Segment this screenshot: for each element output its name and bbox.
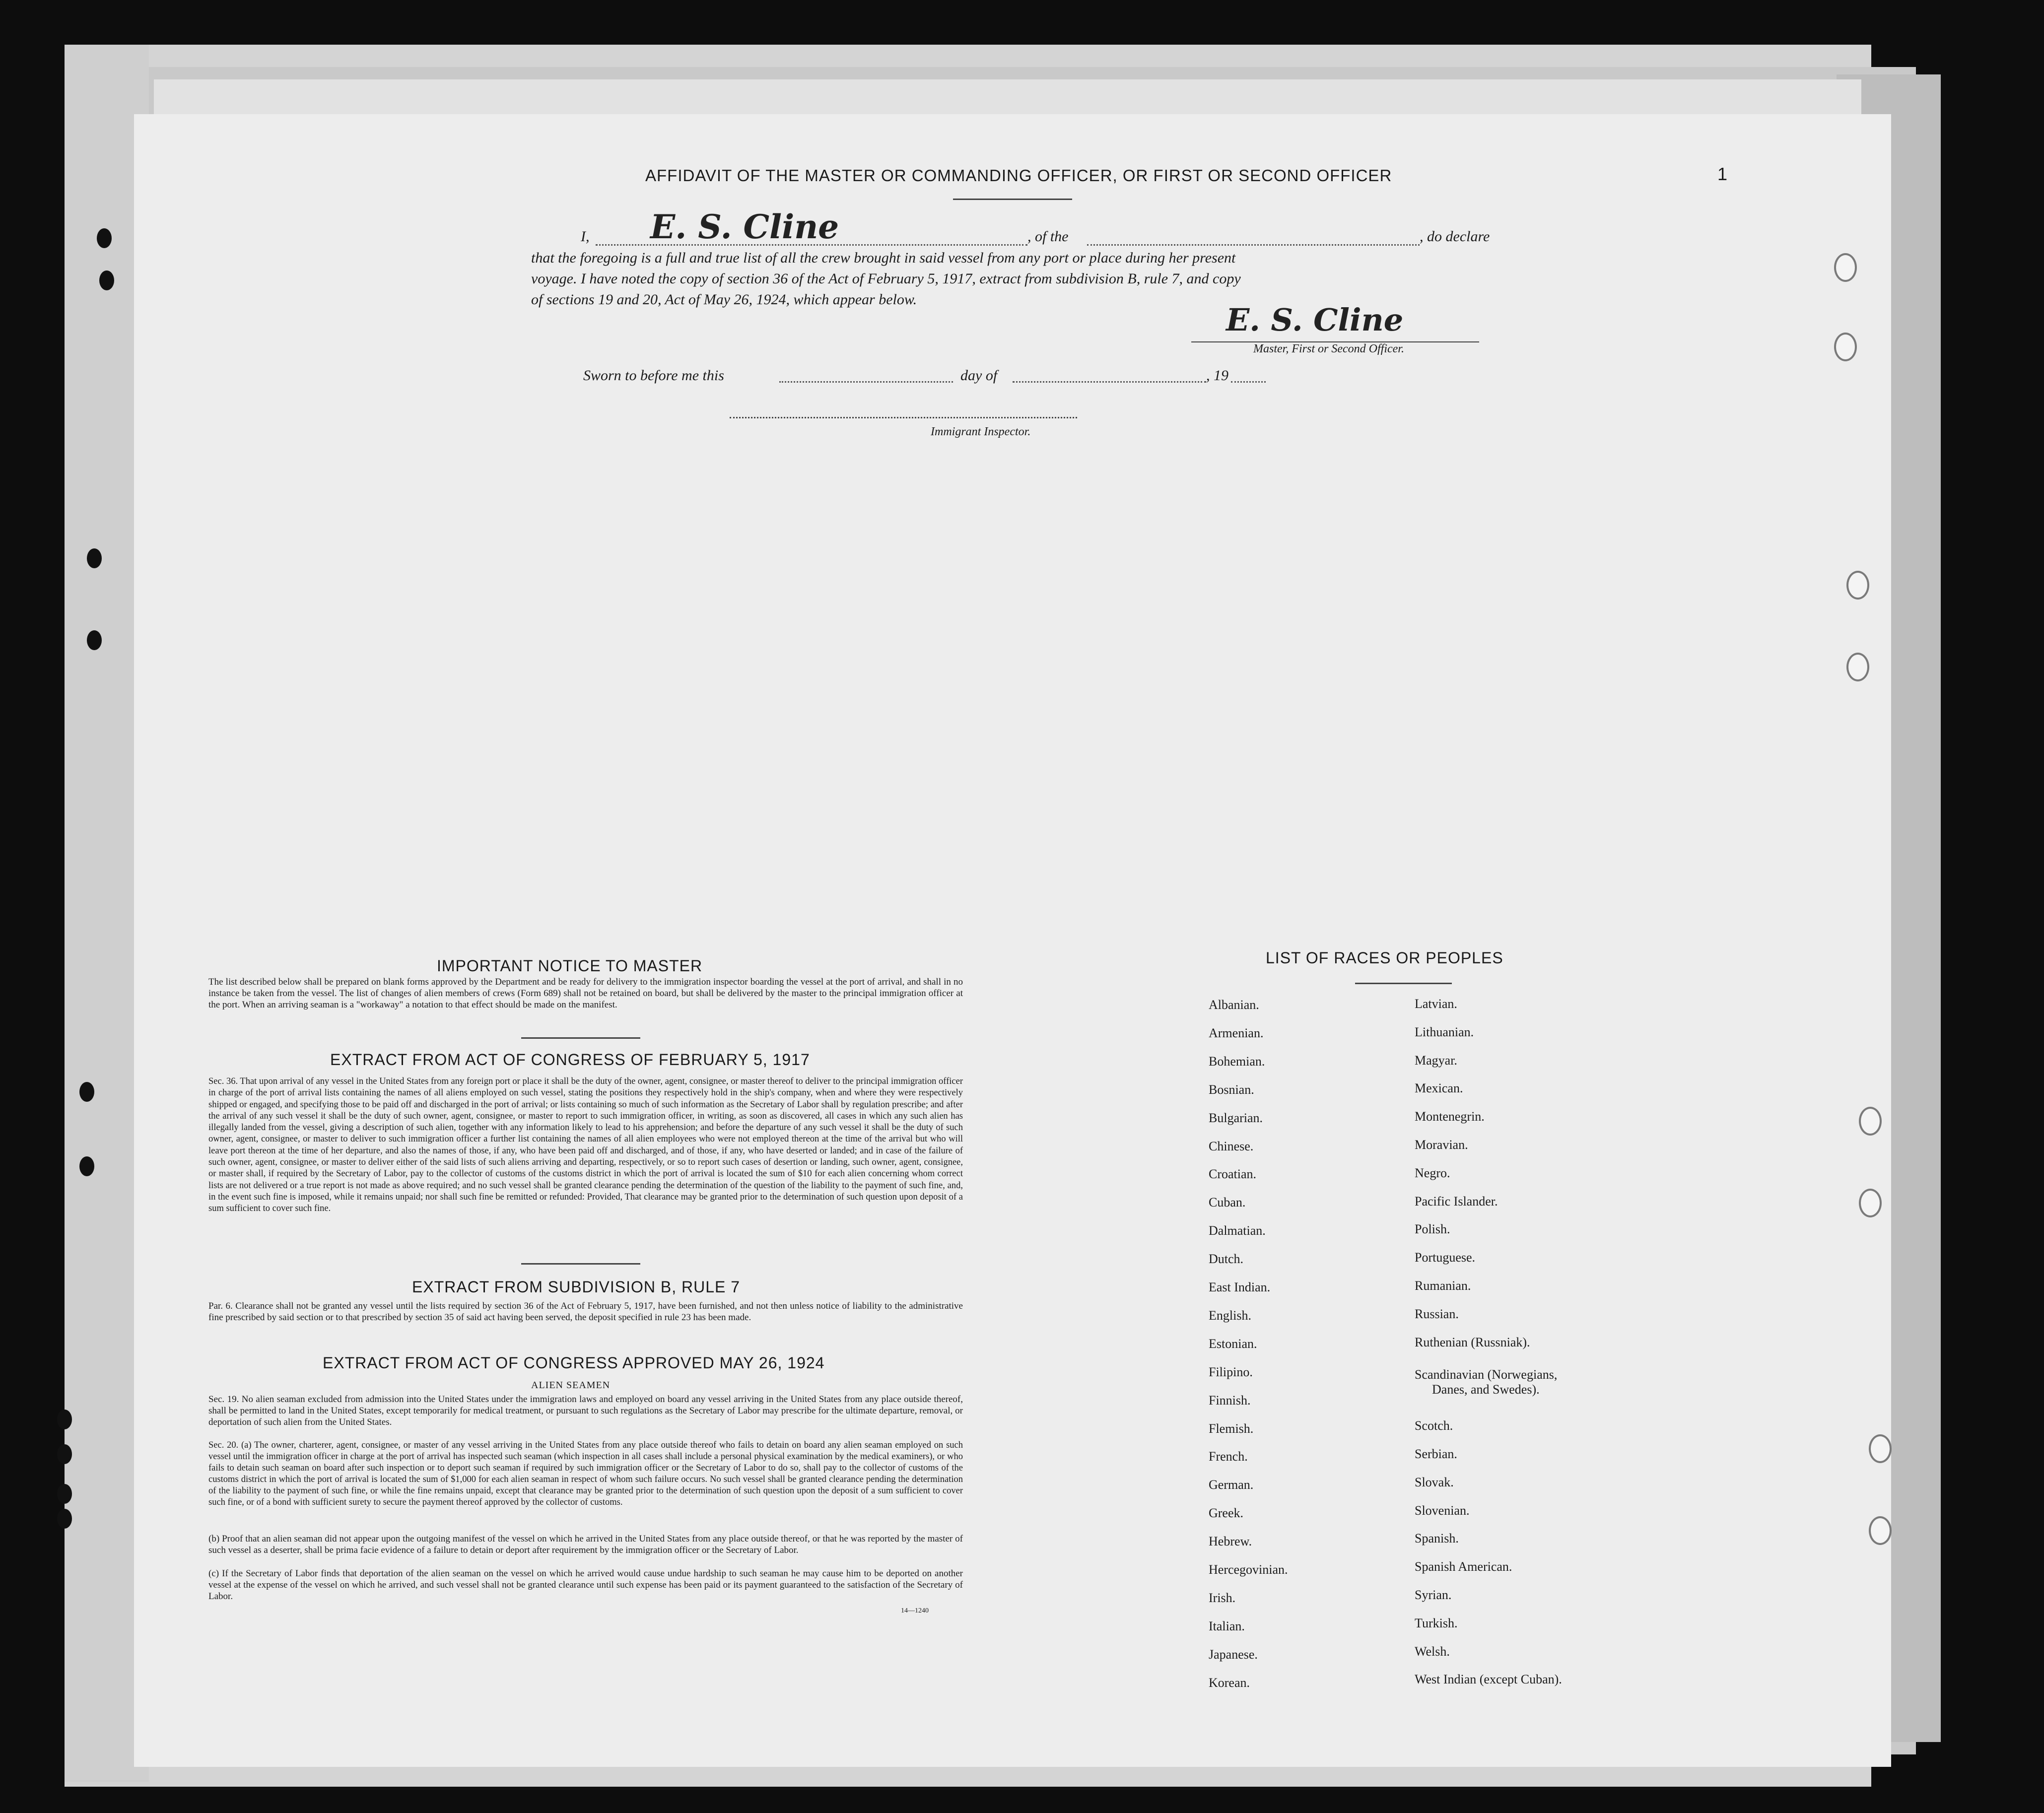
inspector-caption: Immigrant Inspector.	[931, 425, 1031, 438]
section-rule	[521, 1037, 640, 1039]
race-item: Scandinavian (Norwegians,	[1415, 1367, 1558, 1382]
page-mark: 1	[1717, 164, 1728, 184]
declare-label: , do declare	[1420, 228, 1490, 245]
race-item: Finnish.	[1209, 1393, 1251, 1408]
binder-hole	[1834, 253, 1857, 282]
sec20c-body: (c) If the Secretary of Labor finds that deportation of the alien seaman on the vessel on which he arrived would cause undue hardship to such seaman he may cause him to be deported on another vessel at the expense of the vessel on which he arrived, and such vessel shall not be granted clearance until such expense has been paid or its payment guaranteed to the satisfaction of the Secretary of Labor.	[208, 1568, 963, 1602]
race-item: Armenian.	[1209, 1025, 1264, 1040]
race-item: Slovenian.	[1415, 1503, 1470, 1518]
race-item: Italian.	[1209, 1618, 1245, 1633]
extract-1917-body: Sec. 36. That upon arrival of any vessel in the United States from any foreign port or place it shall be the duty of the owner, agent, consignee, or master thereof to deliver to the principal immigration officer in charge of the port of arrival lists containing the names of all aliens employed on such vessel, stating the positions they respectively hold in the ship's company, when and where they were respectively shipped or engaged, and specifying those to be paid off and discharged in the port of arrival; or lists containing so much of such information as the Secretary of Labor shall by regulation prescribe; and after the arrival of any such vessel it shall be the duty of such owner, agent, consignee, or master to report to such immigration officer, in writing, as soon as discovered, all cases in which any such alien has illegally landed from the vessel, giving a description of such alien, together with any information likely to lead to his apprehension; and before the departure of any such vessel it shall be the duty of such owner, agent, consignee, or master to deliver to such immigration officer a further list containing the names of all alien employees who were not employed thereon at the time of the arrival but who will leave port thereon at the time of her departure, and also the names of those, if any, who have been paid off and discharged, and of those, if any, who have deserted or landed; and in case of the failure of such owner, agent, consignee, or master to deliver either of the said lists of such aliens arriving and departing, respectively, or so to report such cases of desertion or landing, such owner, agent, consignee, or master shall, if required by the Secretary of Labor, pay to the collector of customs of the customs district in which the port of arrival is located the sum of $10 for each alien concerning whom correct lists are not delivered or a true report is not made as above required; and no such vessel shall be granted clearance pending the determination of the question of the liability to the payment of such fine, and, in the event such fine is imposed, while it remains unpaid; nor shall such fine be remitted or refunded: Provided, That clearance may be granted prior to the determination of such question upon deposit of a sum sufficient to cover such fine.	[208, 1076, 963, 1214]
binder-hole	[99, 270, 114, 290]
i-label: I,	[581, 228, 590, 245]
race-item: Greek.	[1209, 1506, 1244, 1521]
master-name-signature: E. S. Cline	[650, 207, 839, 246]
race-item: Hercegovinian.	[1209, 1562, 1288, 1577]
race-item: Serbian.	[1415, 1447, 1457, 1461]
race-item: Welsh.	[1415, 1644, 1450, 1659]
race-item: Cuban.	[1209, 1195, 1246, 1210]
binder-hole	[97, 228, 112, 248]
sec19-body: Sec. 19. No alien seaman excluded from admission into the United States under the immigration laws and employed on board any vessel arriving in the United States from any place outside thereof, shall be permitted to land in the United States, except temporarily for medical treatment, or pursuant to such regulations as the Secretary of Labor may prescribe for the ultimate departure, removal, or deportation of such alien from the United States.	[208, 1394, 963, 1427]
race-item: Croatian.	[1209, 1167, 1257, 1182]
race-item: Spanish.	[1415, 1531, 1459, 1545]
notice-body: The list described below shall be prepared on blank forms approved by the Department and be ready for delivery to the immigration inspector boarding the vessel at the port of arrival, and shall in no instance be taken from the vessel. The list of changes of alien members of crews (Form 689) shall not be retained on board, but shall be delivered by the master to the principal immigration officer at the port. When an arriving seaman is a "workaway" a notation to that effect should be made on the manifest.	[208, 977, 963, 1010]
race-item: Danes, and Swedes).	[1432, 1382, 1540, 1397]
race-item: French.	[1209, 1449, 1248, 1464]
document-page	[134, 114, 1891, 1767]
sworn-month-line	[1013, 381, 1206, 383]
race-item: Syrian.	[1415, 1588, 1452, 1602]
sworn-day-line	[779, 381, 953, 383]
alien-seamen-subtitle: ALIEN SEAMEN	[531, 1380, 611, 1391]
race-item: German.	[1209, 1477, 1254, 1492]
binder-hole	[57, 1484, 72, 1504]
affidavit-text-line: that the foregoing is a full and true list of all the crew brought in said vessel from any port or place during her present	[531, 250, 1236, 266]
extract-rule7-body: Par. 6. Clearance shall not be granted any vessel until the lists required by section 36 of the Act of February 5, 1917, have been furnished, and not then unless notice of liability to the administrative fine prescribed by said section or to that prescribed by section 35 of said act having been served, the deposit specified in rule 23 has been made.	[208, 1301, 963, 1323]
race-item: Polish.	[1415, 1222, 1450, 1236]
race-item: Dutch.	[1209, 1252, 1244, 1267]
binder-hole	[57, 1410, 72, 1429]
race-item: Slovak.	[1415, 1475, 1454, 1489]
extract-1924-title: EXTRACT FROM ACT OF CONGRESS APPROVED MAY 26, 1924	[323, 1354, 825, 1372]
officer-caption: Master, First or Second Officer.	[1253, 342, 1404, 355]
race-item: Korean.	[1209, 1675, 1250, 1690]
race-item: Moravian.	[1415, 1138, 1468, 1152]
race-item: English.	[1209, 1308, 1251, 1323]
inspector-signature-line	[730, 417, 1077, 418]
race-item: Albanian.	[1209, 998, 1259, 1012]
race-item: Chinese.	[1209, 1139, 1254, 1153]
extract-1917-title: EXTRACT FROM ACT OF CONGRESS OF FEBRUARY 5, 1917	[330, 1051, 810, 1069]
race-item: Bosnian.	[1209, 1082, 1254, 1097]
extract-rule7-title: EXTRACT FROM SUBDIVISION B, RULE 7	[412, 1278, 741, 1296]
binder-hole	[1846, 653, 1869, 681]
binder-hole	[1869, 1516, 1892, 1545]
race-item: Turkish.	[1415, 1616, 1458, 1630]
affidavit-text-line: of sections 19 and 20, Act of May 26, 1924, which appear below.	[531, 291, 917, 308]
race-item: Japanese.	[1209, 1647, 1258, 1662]
race-item: Scotch.	[1415, 1418, 1453, 1433]
races-rule	[1355, 983, 1452, 984]
race-item: Spanish American.	[1415, 1559, 1512, 1574]
race-item: Mexican.	[1415, 1081, 1463, 1095]
race-item: Latvian.	[1415, 997, 1457, 1011]
race-item: Bulgarian.	[1209, 1110, 1263, 1125]
binder-hole	[79, 1156, 94, 1176]
title-rule	[953, 199, 1072, 200]
year-prefix: , 19	[1206, 367, 1228, 384]
race-item: Rumanian.	[1415, 1278, 1471, 1293]
sworn-label: Sworn to before me this	[583, 367, 724, 384]
affidavit-title: AFFIDAVIT OF THE MASTER OR COMMANDING OFFICER, OR FIRST OR SECOND OFFICER	[645, 166, 1392, 185]
form-number: 14—1240	[901, 1607, 929, 1614]
race-item: Russian.	[1415, 1307, 1459, 1321]
of-the-label: , of the	[1027, 228, 1069, 245]
sec20b-body: (b) Proof that an alien seaman did not appear upon the outgoing manifest of the vessel on which he arrived in the United States from any place outside thereof, or that he was reported by the master of such vessel as a deserter, shall be prima facie evidence of a failure to detain or deport after requirement by the immigration officer or the Secretary of Labor.	[208, 1534, 963, 1555]
binder-hole	[87, 630, 102, 650]
race-item: Irish.	[1209, 1590, 1236, 1605]
race-item: Estonian.	[1209, 1336, 1257, 1351]
binder-hole	[1834, 333, 1857, 361]
binder-hole	[57, 1509, 72, 1529]
race-item: Magyar.	[1415, 1053, 1457, 1068]
sworn-year-line	[1231, 381, 1266, 383]
binder-hole	[57, 1444, 72, 1464]
affidavit-text-line: voyage. I have noted the copy of section 36 of the Act of February 5, 1917, extract from subdivision B, rule 7, and copy	[531, 270, 1241, 287]
race-item: Flemish.	[1209, 1421, 1254, 1436]
binder-hole	[1859, 1189, 1882, 1217]
notice-title: IMPORTANT NOTICE TO MASTER	[437, 957, 703, 975]
race-item: Montenegrin.	[1415, 1109, 1485, 1124]
page-top-band	[154, 79, 1861, 119]
vessel-line	[1087, 244, 1420, 246]
sec20a-body: Sec. 20. (a) The owner, charterer, agent, consignee, or master of any vessel arriving in the United States from any place outside thereof who fails to detain on board any alien seaman employed on such vessel until the immigration officer in charge at the port of arrival has inspected such seaman (which inspection in all cases shall include a personal physical examination by the medical examiners), or who fails to detain such seaman on board after such inspection or to deport such seaman if required by such immigration officer or the Secretary of Labor to do so, shall pay to the collector of customs of the customs district in which the port of arrival is located the sum of $1,000 for each alien seaman in respect of whom such failure occurs. No such vessel shall be granted clearance pending the determination of the liability to the payment of such fine, or while the fine remains unpaid, except that clearance may be granted prior to the determination of such question upon the deposit of a sum sufficient to cover such fine, or of a bond with sufficient surety to secure the payment thereof approved by the collector of customs.	[208, 1440, 963, 1507]
binder-hole	[1859, 1107, 1882, 1136]
race-item: East Indian.	[1209, 1280, 1271, 1294]
race-item: Negro.	[1415, 1166, 1450, 1180]
section-rule	[521, 1263, 640, 1265]
officer-signature: E. S. Cline	[1226, 302, 1404, 338]
binder-hole	[79, 1082, 94, 1102]
binder-hole	[1869, 1434, 1892, 1463]
race-item: Hebrew.	[1209, 1534, 1252, 1549]
race-item: Lithuanian.	[1415, 1025, 1474, 1039]
day-of-label: day of	[960, 367, 998, 384]
races-title: LIST OF RACES OR PEOPLES	[1266, 949, 1503, 967]
race-item: West Indian (except Cuban).	[1415, 1672, 1562, 1686]
race-item: Portuguese.	[1415, 1250, 1476, 1265]
race-item: Pacific Islander.	[1415, 1194, 1498, 1209]
race-item: Dalmatian.	[1209, 1223, 1266, 1238]
race-item: Bohemian.	[1209, 1054, 1265, 1069]
race-item: Filipino.	[1209, 1364, 1253, 1379]
binder-hole	[87, 548, 102, 568]
binder-hole	[1846, 571, 1869, 600]
race-item: Ruthenian (Russniak).	[1415, 1335, 1530, 1349]
